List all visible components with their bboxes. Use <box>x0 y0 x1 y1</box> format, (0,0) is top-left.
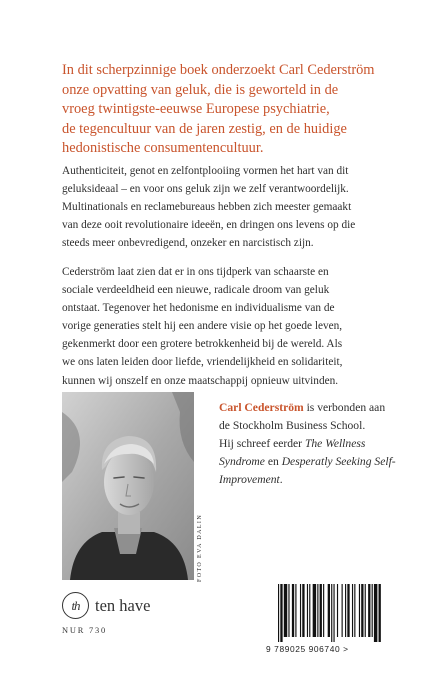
isbn-barcode <box>278 584 382 642</box>
barcode-bar <box>317 584 318 637</box>
barcode-bar <box>368 584 370 637</box>
paragraph-line: steeds meer onbevredigend, onzeker en narcistisch zijn. <box>62 237 314 250</box>
barcode-bar <box>313 584 316 637</box>
barcode-bar <box>295 584 296 637</box>
paragraph-line: geluksideaal – en voor ons geluk zijn we zelf verantwoordelijk. <box>62 183 349 196</box>
barcode-bar <box>361 584 363 637</box>
paragraph-line: we ons laten leiden door liefde, vriendelijkheid en solidariteit, <box>62 356 343 369</box>
barcode-bar <box>345 584 346 637</box>
intro-line: de tegencultuur van de jaren zestig, en de huidige <box>62 120 347 137</box>
nur-code: NUR 730 <box>62 626 107 635</box>
book-title: The Wellness <box>304 436 366 450</box>
barcode-bar <box>280 584 282 642</box>
barcode-bar <box>347 584 349 637</box>
barcode-bar <box>309 584 310 637</box>
intro-line: hedonistische consumentencultuur. <box>62 140 264 156</box>
paragraph-line: gekenmerkt door een grotere betrokkenheid bij de wereld. Als <box>62 338 343 351</box>
paragraph-line: vorige generaties stelt hij een andere visie op het goede leven, <box>62 320 343 333</box>
book-title: Syndrome <box>219 454 265 468</box>
paragraph-line: kunnen wij onszelf en onze maatschappij opnieuw uitvinden. <box>62 374 339 387</box>
author-photo <box>62 392 194 580</box>
barcode-bar <box>354 584 355 637</box>
intro-line: In dit scherpzinnige boek onderzoekt Carl Cederström <box>62 62 375 78</box>
barcode-bar <box>374 584 377 642</box>
barcode-bar <box>292 584 294 637</box>
barcode-bar <box>284 584 287 637</box>
bio-line: Hij schreef eerder The Wellness <box>219 436 366 450</box>
bio-line: Syndrome en Desperatly Seeking Self- <box>219 454 396 468</box>
barcode-bar <box>333 584 334 642</box>
barcode-bar <box>379 584 381 642</box>
isbn-digits: 9 789025 906740 > <box>266 644 349 654</box>
publisher-logo <box>62 592 150 619</box>
intro-line: vroeg twintigste-eeuwse Europese psychiatrie, <box>62 101 330 117</box>
barcode-bar <box>278 584 279 642</box>
body-paragraph-2 <box>62 263 382 390</box>
barcode-bar <box>365 584 366 637</box>
barcode-bar <box>320 584 322 637</box>
bio-line: de Stockholm Business School. <box>219 418 366 432</box>
bio-line: Improvement. <box>219 472 283 486</box>
barcode-bar <box>300 584 301 637</box>
intro-line: onze opvatting van geluk, die is geworteld in de <box>62 81 339 98</box>
barcode-bar <box>302 584 304 637</box>
barcode-bar <box>342 584 343 637</box>
intro-blurb <box>62 61 380 159</box>
barcode-bar <box>337 584 338 637</box>
barcode-bar <box>323 584 324 637</box>
barcode-bar <box>352 584 353 637</box>
barcode-bar <box>288 584 289 637</box>
bio-line: Carl Cederström is verbonden aan <box>219 401 386 414</box>
book-title: Improvement <box>219 472 280 486</box>
barcode-bar <box>372 584 373 637</box>
barcode-bar <box>359 584 360 637</box>
photo-credit: FOTO EVA DALIN <box>197 513 203 582</box>
barcode-bar <box>331 584 332 642</box>
paragraph-line: Cederström laat zien dat er in ons tijdperk van schaarste en <box>62 266 329 278</box>
publisher-mark-icon: th <box>62 592 89 619</box>
barcode-bar <box>328 584 330 637</box>
barcode-bar <box>307 584 308 637</box>
paragraph-line: sociale verdeeldheid een nieuwe, radicale droom van geluk <box>62 284 330 297</box>
author-bio <box>219 399 396 489</box>
paragraph-line: van deze ooit revolutionaire ideeën, en dringen ons levens op die <box>62 219 356 232</box>
paragraph-line: ontstaat. Tegenover het hedonisme en individualisme van de <box>62 302 335 315</box>
body-paragraph-1 <box>62 162 382 252</box>
publisher-name: ten have <box>95 595 151 615</box>
book-title: Desperatly Seeking Self- <box>281 454 396 468</box>
paragraph-line: Multinationals en reclamebureaus hebben zich meester gemaakt <box>62 201 352 214</box>
paragraph-line: Authenticiteit, genot en zelfontplooiing vormen het hart van dit <box>62 165 349 177</box>
author-name: Carl Cederström <box>219 401 304 414</box>
